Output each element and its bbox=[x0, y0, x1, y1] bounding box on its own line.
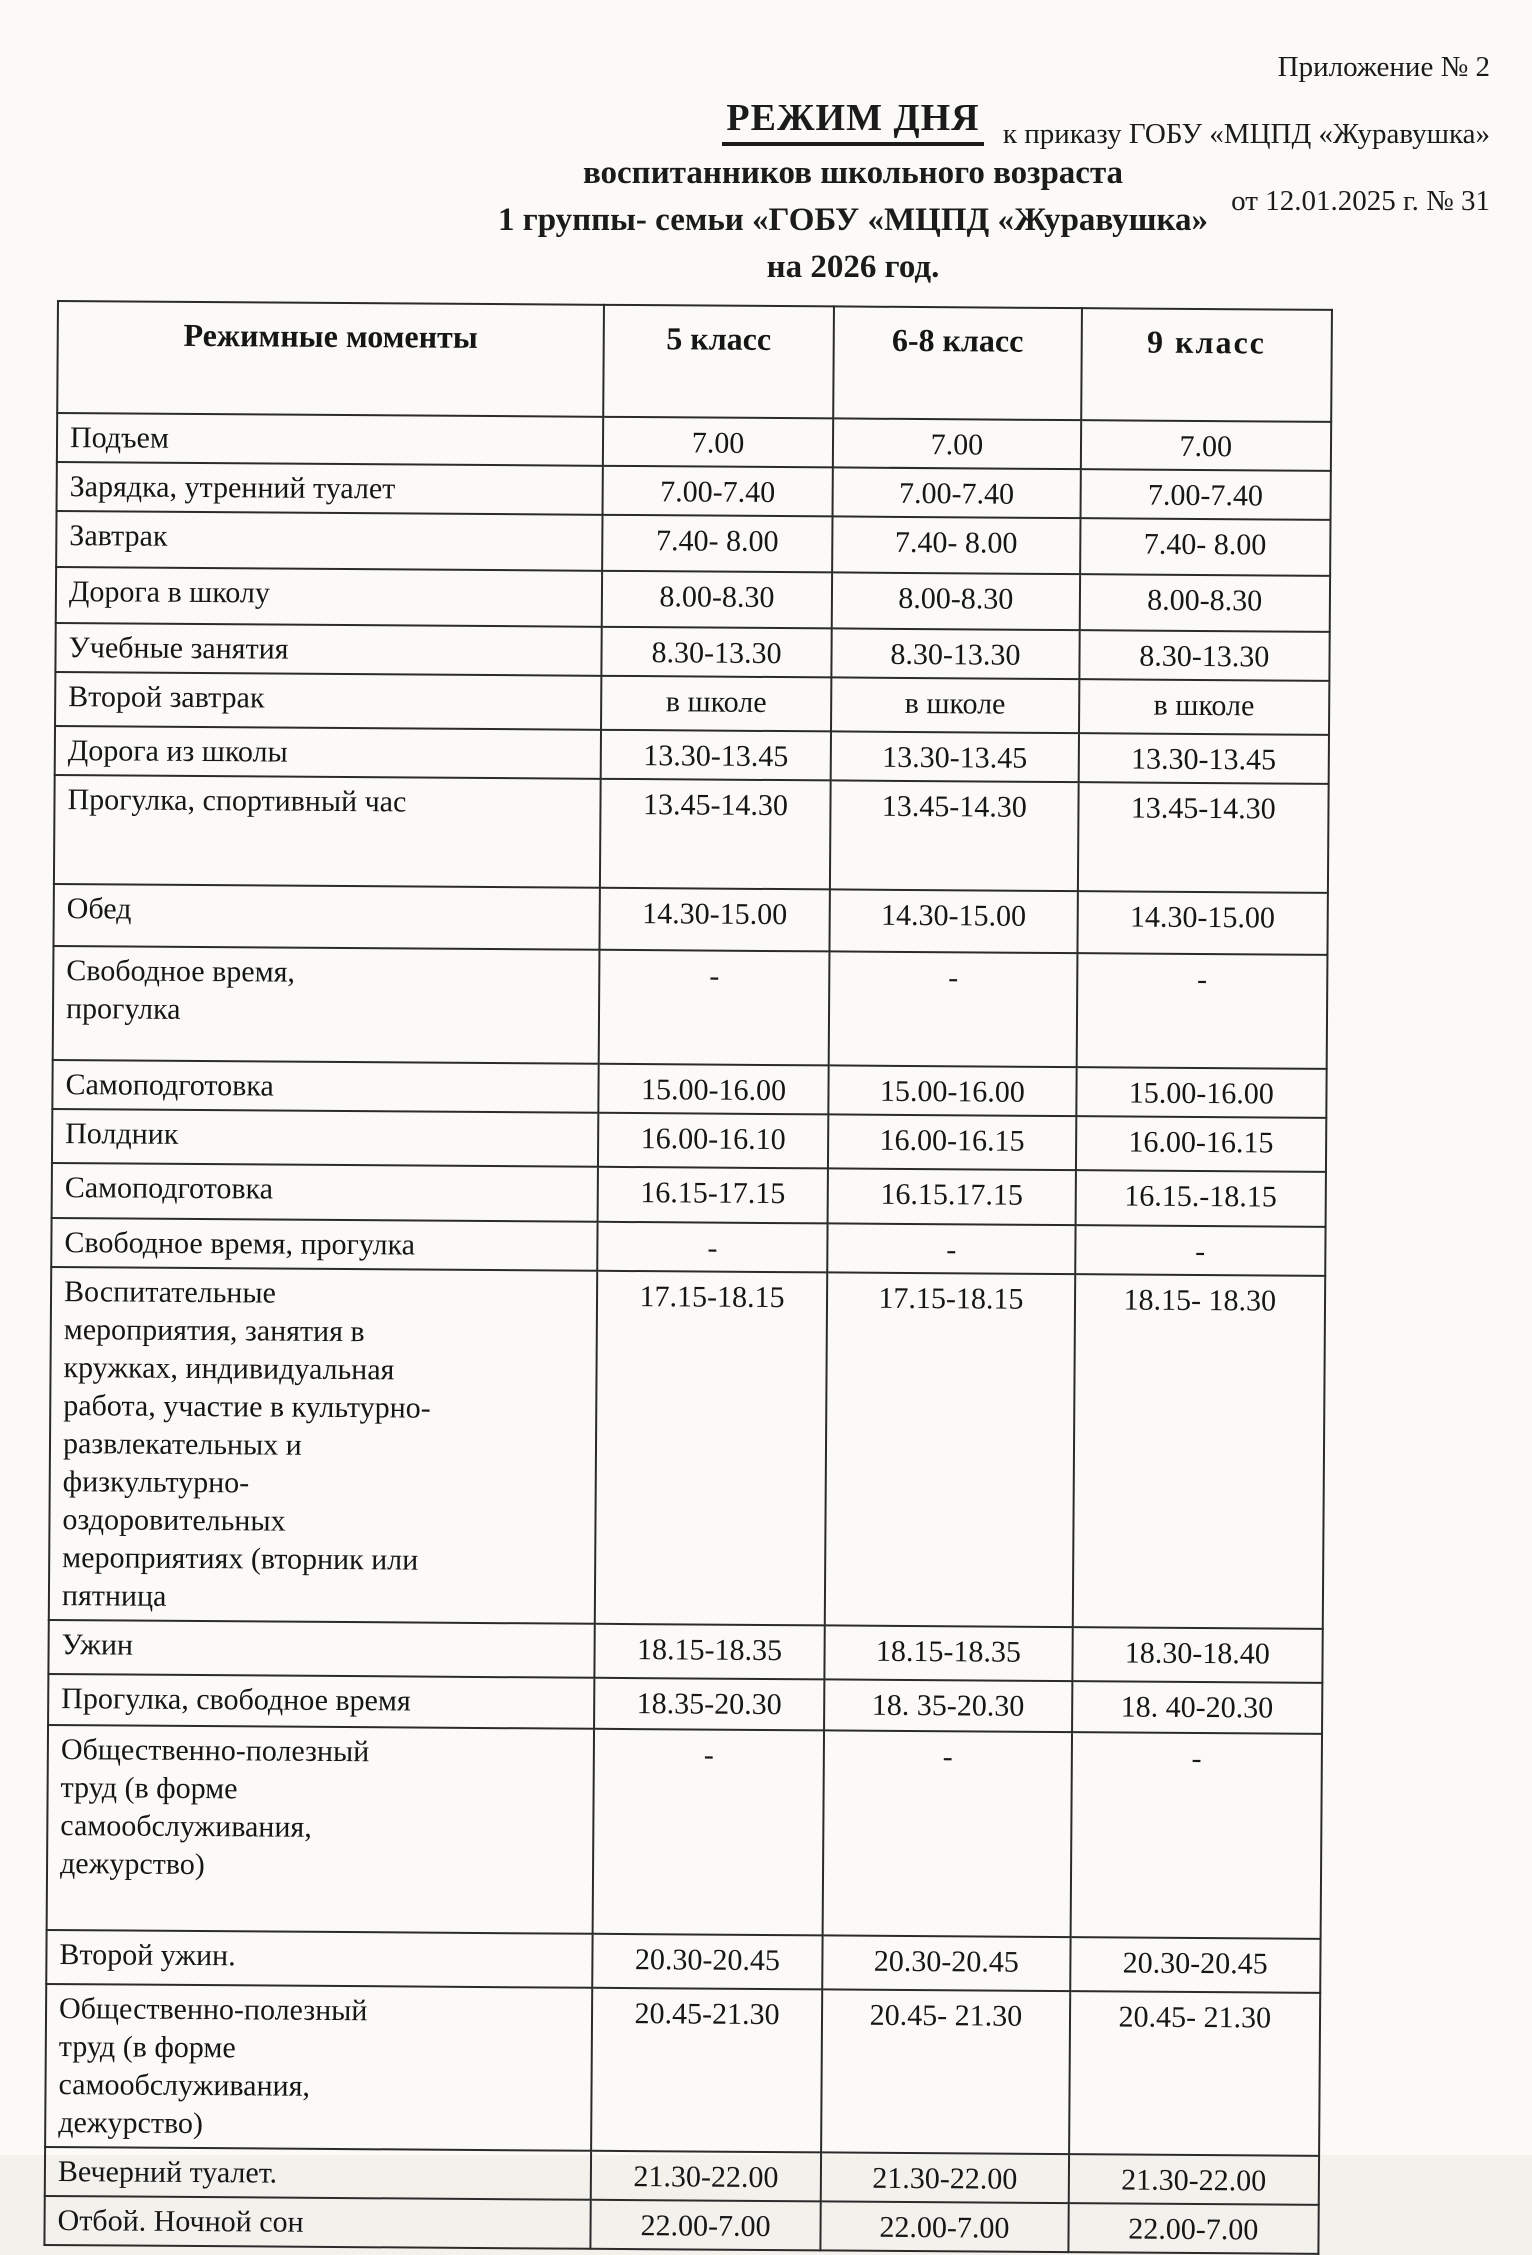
time-cell-9: 16.00-16.15 bbox=[1076, 1116, 1327, 1172]
time-cell-5: 13.30-13.45 bbox=[601, 730, 832, 781]
schedule-row bbox=[56, 567, 1330, 632]
corner-note-line: Приложение № 2 bbox=[1277, 51, 1490, 83]
time-cell-6-8: 7.00 bbox=[833, 418, 1081, 469]
time-cell-6-8: 20.30-20.45 bbox=[822, 1935, 1070, 1991]
time-cell-6-8: - bbox=[827, 1223, 1075, 1274]
moment-cell: Общественно-полезный труд (в форме самообслуживания, дежурство) bbox=[47, 1725, 594, 1934]
schedule-row bbox=[57, 413, 1331, 471]
time-cell-6-8: 14.30-15.00 bbox=[830, 889, 1078, 953]
time-cell-9: 8.00-8.30 bbox=[1079, 574, 1330, 632]
time-cell-5: 18.15-18.35 bbox=[594, 1624, 825, 1680]
col-header-grade-5: 5 класс bbox=[603, 305, 834, 419]
time-cell-5: - bbox=[597, 1222, 828, 1273]
time-cell-6-8: 17.15-18.15 bbox=[825, 1272, 1075, 1627]
time-cell-5: 8.30-13.30 bbox=[601, 627, 832, 678]
time-cell-5: 15.00-16.00 bbox=[598, 1064, 829, 1115]
schedule-row bbox=[48, 1674, 1322, 1734]
col-header-moments: Режимные моменты bbox=[57, 301, 604, 417]
moment-cell: Общественно-полезный труд (в форме самообслуживания, дежурство) bbox=[45, 1984, 592, 2151]
schedule-table bbox=[43, 300, 1333, 2255]
time-cell-9: 16.15.-18.15 bbox=[1075, 1170, 1326, 1227]
time-cell-6-8: 20.45- 21.30 bbox=[821, 1989, 1070, 2154]
time-cell-9: в школе bbox=[1079, 679, 1330, 735]
corner-note-line: к приказу ГОБУ «МЦПД «Журавушка» bbox=[1002, 118, 1490, 150]
moment-cell: Вечерний туалет. bbox=[45, 2147, 591, 2200]
moment-cell: Завтрак bbox=[56, 511, 602, 571]
time-cell-6-8: 16.15.17.15 bbox=[828, 1168, 1076, 1225]
moment-cell: Полдник bbox=[52, 1109, 598, 1167]
time-cell-9: 20.45- 21.30 bbox=[1069, 1991, 1321, 2156]
time-cell-5: 22.00-7.00 bbox=[590, 2200, 821, 2251]
col-header-grade-9: 9 класс bbox=[1081, 308, 1332, 422]
heading-block bbox=[180, 96, 1526, 291]
schedule-row bbox=[52, 1109, 1326, 1172]
time-cell-9: 8.30-13.30 bbox=[1079, 630, 1330, 681]
time-cell-5: 14.30-15.00 bbox=[599, 888, 830, 952]
time-cell-6-8: - bbox=[823, 1730, 1072, 1937]
time-cell-9: 7.00-7.40 bbox=[1080, 469, 1331, 520]
schedule-row bbox=[47, 1725, 1322, 1939]
time-cell-6-8: в школе bbox=[831, 677, 1079, 733]
time-cell-6-8: 8.00-8.30 bbox=[832, 572, 1080, 630]
time-cell-9: 22.00-7.00 bbox=[1068, 2203, 1319, 2254]
schedule-row bbox=[48, 1620, 1322, 1683]
moment-cell: Свободное время, прогулка bbox=[53, 946, 600, 1064]
time-cell-5: 21.30-22.00 bbox=[591, 2151, 822, 2202]
moment-cell: Подъем bbox=[57, 413, 603, 466]
time-cell-9: 20.30-20.45 bbox=[1070, 1937, 1321, 1993]
time-cell-5: 17.15-18.15 bbox=[595, 1271, 828, 1626]
time-cell-5: 7.00 bbox=[603, 417, 834, 468]
schedule-row bbox=[53, 946, 1328, 1069]
schedule-row bbox=[45, 2147, 1319, 2205]
time-cell-5: 18.35-20.30 bbox=[594, 1678, 825, 1731]
time-cell-9: 13.30-13.45 bbox=[1078, 733, 1329, 784]
schedule-row bbox=[44, 2196, 1318, 2254]
schedule-row bbox=[52, 1060, 1326, 1118]
moment-cell: Прогулка, свободное время bbox=[48, 1674, 594, 1729]
moment-cell: Дорога из школы bbox=[55, 726, 601, 779]
doc-subtitle-line: на 2026 год. bbox=[766, 249, 940, 285]
schedule-table-wrap bbox=[43, 300, 1333, 2255]
moment-cell: Обед bbox=[53, 884, 599, 950]
table-header-row bbox=[57, 301, 1332, 422]
time-cell-5: 13.45-14.30 bbox=[600, 779, 831, 890]
moment-cell: Отбой. Ночной сон bbox=[44, 2196, 590, 2249]
time-cell-5: 20.30-20.45 bbox=[592, 1934, 823, 1990]
schedule-row bbox=[52, 1163, 1326, 1227]
schedule-row bbox=[56, 511, 1330, 576]
schedule-row bbox=[55, 623, 1329, 681]
time-cell-9: 7.40- 8.00 bbox=[1080, 518, 1331, 576]
time-cell-6-8: 18.15-18.35 bbox=[825, 1625, 1073, 1681]
time-cell-6-8: 7.40- 8.00 bbox=[832, 516, 1080, 574]
time-cell-9: 15.00-16.00 bbox=[1076, 1067, 1327, 1118]
time-cell-5: - bbox=[592, 1729, 824, 1936]
schedule-row bbox=[57, 462, 1331, 520]
time-cell-6-8: 22.00-7.00 bbox=[821, 2201, 1069, 2252]
time-cell-9: - bbox=[1076, 953, 1327, 1069]
moment-cell: Самоподготовка bbox=[52, 1163, 598, 1222]
time-cell-9: 18.30-18.40 bbox=[1072, 1627, 1323, 1683]
moment-cell: Второй завтрак bbox=[55, 672, 601, 730]
time-cell-6-8: - bbox=[829, 951, 1077, 1067]
schedule-row bbox=[49, 1267, 1325, 1629]
moment-cell: Второй ужин. bbox=[46, 1930, 592, 1988]
time-cell-9: 18. 40-20.30 bbox=[1072, 1681, 1323, 1734]
page-title: РЕЖИМ ДНЯ bbox=[722, 96, 983, 146]
schedule-row bbox=[55, 672, 1329, 735]
time-cell-5: 16.00-16.10 bbox=[598, 1113, 829, 1169]
time-cell-9: 21.30-22.00 bbox=[1068, 2154, 1319, 2205]
schedule-row bbox=[51, 1218, 1325, 1276]
schedule-table-body bbox=[44, 413, 1331, 2254]
time-cell-6-8: 8.30-13.30 bbox=[832, 628, 1080, 679]
moment-cell: Свободное время, прогулка bbox=[51, 1218, 597, 1271]
time-cell-9: 14.30-15.00 bbox=[1077, 891, 1328, 955]
time-cell-5: 20.45-21.30 bbox=[591, 1988, 822, 2153]
moment-cell: Самоподготовка bbox=[52, 1060, 598, 1113]
time-cell-5: 16.15-17.15 bbox=[597, 1167, 828, 1224]
time-cell-6-8: 7.00-7.40 bbox=[833, 467, 1081, 518]
schedule-row bbox=[53, 884, 1327, 955]
time-cell-5: в школе bbox=[601, 676, 832, 732]
time-cell-9: - bbox=[1070, 1732, 1322, 1939]
time-cell-6-8: 13.45-14.30 bbox=[830, 780, 1078, 891]
corner-note-line: от 12.01.2025 г. № 31 bbox=[1231, 185, 1490, 217]
schedule-row bbox=[45, 1984, 1320, 2156]
time-cell-5: - bbox=[599, 950, 830, 1066]
moment-cell: Учебные занятия bbox=[55, 623, 601, 676]
moment-cell: Воспитательные мероприятия, занятия в кружках, индивидуальная работа, участие в культурно- развлекательных и физкультурно- оздоровительных мероприятиях (вторник или пятница bbox=[49, 1267, 597, 1624]
time-cell-9: - bbox=[1075, 1225, 1326, 1276]
time-cell-9: 7.00 bbox=[1080, 420, 1331, 471]
doc-subtitle-line: воспитанников школьного возраста bbox=[582, 155, 1124, 191]
moment-cell: Ужин bbox=[48, 1620, 594, 1678]
moment-cell: Зарядка, утренний туалет bbox=[57, 462, 603, 515]
time-cell-6-8: 18. 35-20.30 bbox=[824, 1679, 1072, 1732]
schedule-row bbox=[55, 726, 1329, 784]
time-cell-5: 8.00-8.30 bbox=[602, 571, 833, 629]
schedule-row bbox=[46, 1930, 1320, 1993]
time-cell-9: 18.15- 18.30 bbox=[1072, 1274, 1325, 1629]
moment-cell: Прогулка, спортивный час bbox=[54, 775, 601, 888]
schedule-row bbox=[54, 775, 1329, 893]
time-cell-6-8: 16.00-16.15 bbox=[828, 1114, 1076, 1170]
time-cell-5: 7.40- 8.00 bbox=[602, 515, 833, 573]
doc-subtitle-line: 1 группы- семьи «ГОБУ «МЦПД «Журавушка» bbox=[497, 202, 1208, 238]
time-cell-5: 7.00-7.40 bbox=[602, 466, 833, 517]
moment-cell: Дорога в школу bbox=[56, 567, 602, 627]
time-cell-6-8: 15.00-16.00 bbox=[829, 1065, 1077, 1116]
time-cell-9: 13.45-14.30 bbox=[1077, 782, 1328, 893]
col-header-grade-6-8: 6-8 класс bbox=[833, 306, 1081, 420]
time-cell-6-8: 21.30-22.00 bbox=[821, 2152, 1069, 2203]
time-cell-6-8: 13.30-13.45 bbox=[831, 731, 1079, 782]
